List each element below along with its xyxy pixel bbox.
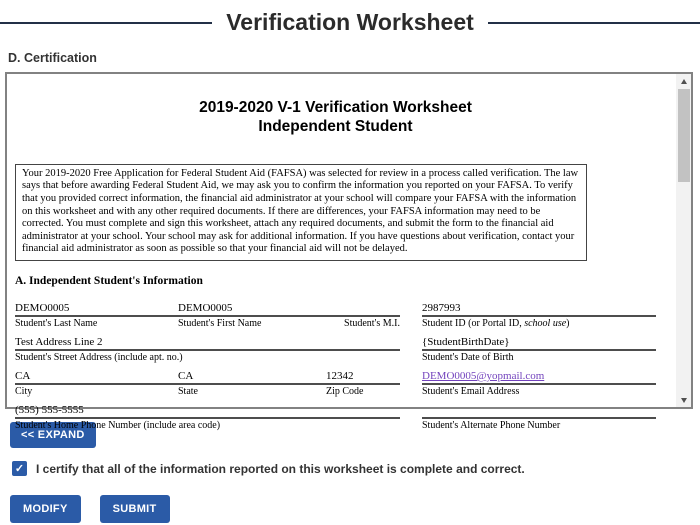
email-row: [422, 370, 656, 398]
state-value: CA: [178, 369, 194, 382]
first-name-value: DEMO0005: [178, 301, 233, 314]
student-information-fields: [15, 302, 656, 438]
mi-value: [326, 302, 400, 315]
worksheet-title-line2: Independent Student: [258, 118, 413, 136]
section-a-heading: A. Independent Student's Information: [15, 274, 203, 287]
modify-button[interactable]: MODIFY: [10, 495, 81, 523]
student-id-value: 2987993: [422, 302, 656, 317]
worksheet-title-line1: 2019-2020 V-1 Verification Worksheet: [199, 99, 472, 116]
name-row: [15, 302, 400, 330]
alt-phone-label: Student's Alternate Phone Number: [422, 419, 561, 431]
certify-row: [12, 461, 700, 476]
section-d-label: D. Certification: [8, 51, 97, 65]
mi-label: Student's M.I.: [344, 317, 400, 329]
student-id-row: [422, 302, 656, 330]
page-header: [0, 0, 700, 36]
action-buttons: [10, 495, 700, 523]
worksheet-title: [15, 98, 656, 137]
worksheet-document-viewer: [5, 72, 693, 431]
header-rule-right: [488, 22, 700, 24]
worksheet-document: [7, 74, 676, 431]
header-rule-left: [0, 22, 212, 24]
home-phone-value: (555) 555-5555: [15, 404, 400, 419]
email-label: Student's Email Address: [422, 385, 520, 397]
city-value: CA: [15, 369, 31, 382]
state-label: State: [178, 385, 198, 397]
expand-button[interactable]: << EXPAND: [10, 422, 96, 448]
dob-label: Student's Date of Birth: [422, 351, 514, 363]
certify-checkbox[interactable]: ✓: [12, 461, 27, 476]
first-name-label: Student's First Name: [178, 317, 262, 329]
scroll-down-button[interactable]: [676, 393, 691, 407]
city-label: City: [15, 385, 33, 397]
document-scrollbar[interactable]: [676, 74, 691, 407]
city-state-zip-row: [15, 370, 400, 398]
zip-value: 12342: [326, 369, 354, 382]
dob-row: [422, 336, 656, 364]
alt-phone-row: [422, 404, 656, 432]
scrollbar-thumb[interactable]: [678, 89, 690, 182]
street-address-label: Student's Street Address (include apt. no.): [15, 351, 183, 363]
street-address-value: Test Address Line 2: [15, 336, 400, 351]
home-phone-row: [15, 404, 400, 432]
street-address-row: [15, 336, 400, 364]
zip-label: Zip Code: [326, 385, 364, 397]
home-phone-label: Student's Home Phone Number (include area code): [15, 419, 221, 431]
alt-phone-value: [422, 404, 656, 419]
student-email-link[interactable]: DEMO0005@yopmail.com: [422, 369, 545, 382]
verification-intro-paragraph: Your 2019-2020 Free Application for Federal Student Aid (FAFSA) was selected for review in a process called verification. The law says that before awarding Federal Student Aid, we may ask you to confirm the information you reported on your FAFSA. To verify that you provided correct information, the financial aid administrator at your school will compare your FAFSA with the information on this worksheet and with any other required documents. If there are differences, your FAFSA information may need to be corrected. You must complete and sign this worksheet, attach any required documents, and submit the form to the financial aid administrator at your school. Your school may ask for additional information. If you have questions about verification, contact your financial aid administrator as soon as possible so that your financial aid will not be delayed.: [15, 164, 587, 261]
submit-button[interactable]: SUBMIT: [100, 495, 170, 523]
dob-value: {StudentBirthDate}: [422, 336, 656, 351]
last-name-label: Student's Last Name: [15, 317, 98, 329]
student-id-label: Student ID (or Portal ID, school use): [422, 317, 570, 329]
fields-left-group: [15, 302, 400, 438]
scroll-down-arrow-icon: [681, 398, 687, 403]
fields-right-group: [422, 302, 656, 438]
last-name-value: DEMO0005: [15, 301, 70, 314]
scroll-up-arrow-icon: [681, 79, 687, 84]
scroll-up-button[interactable]: [676, 74, 691, 88]
certify-label: I certify that all of the information reported on this worksheet is complete and correct.: [36, 461, 525, 476]
page-title: Verification Worksheet: [226, 9, 474, 35]
